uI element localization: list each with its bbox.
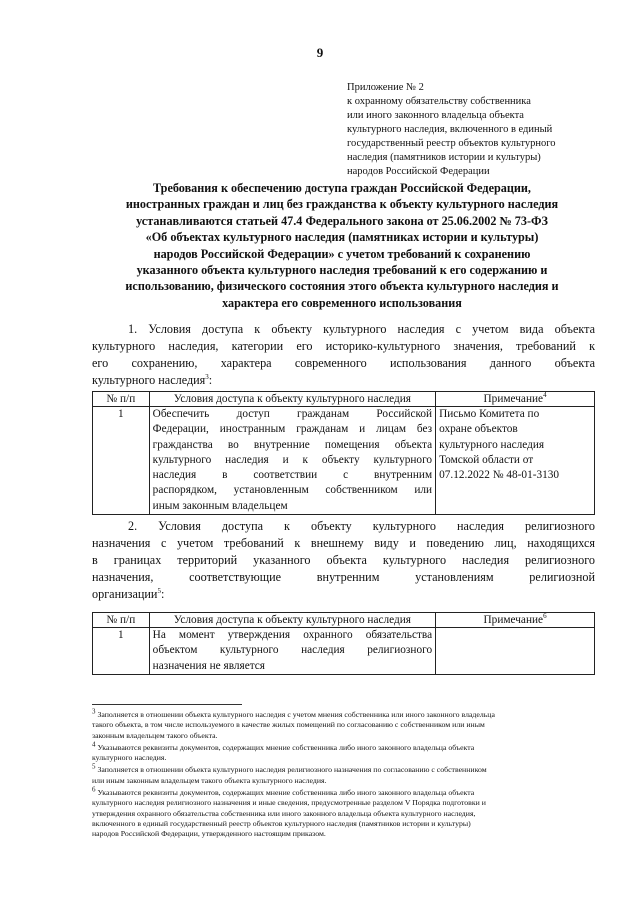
header-note: Примечание$^6$ <box>436 613 595 628</box>
title-line: устанавливаются статьей 47.4 Федерального закона от 25.06.2002 № 73-ФЗ <box>136 213 548 228</box>
footnote-4: $^4$ Указываются реквизиты документов, содержащих мнение собственника либо иного законного владельца объекта <box>92 740 475 752</box>
appendix-line: государственный реестр объектов культурного <box>347 138 556 149</box>
appendix-line: наследия (памятников истории и культуры) <box>347 152 541 163</box>
title-line: иностранных граждан и лиц без гражданства к объекту культурного наследия <box>125 197 559 212</box>
appendix-note <box>347 81 607 179</box>
footnote-line: культурного наследия религиозного назначения и иные сведения, предусмотренные разделом V Порядка подготовки и <box>92 798 486 808</box>
footnote-line: включенного в единый государственный реестр объектов культурного наследия (памятников истории и культуры) <box>92 818 471 828</box>
header-conditions: Условия доступа к объекту культурного наследия <box>149 392 435 407</box>
header-number: № п/п <box>93 392 150 407</box>
row-number: 1 <box>93 628 150 675</box>
section-2-line: назначения, соответствующие внутренним установлениям религиозной <box>92 570 595 584</box>
footnote-ref[interactable]: 3 <box>205 372 209 381</box>
row-conditions: Обеспечить доступ гражданам Российской Федерации, иностранным гражданам и лицам без гражданства во внутренние помещения объекта культурного наследия и к объекту культурного наследия в соответствии с внутренним распорядком, установленным собственником или иным законным владельцем <box>149 407 435 515</box>
title-line: народов Российской Федерации» с учетом требований к сохранению <box>153 246 531 261</box>
header-note: Примечание$^4$ <box>436 392 595 407</box>
header-number: № п/п <box>93 613 150 628</box>
appendix-line: Приложение № 2 <box>347 82 424 93</box>
footnote-ref[interactable]: 5 <box>157 586 161 595</box>
section-2-line: назначения с учетом требований к внешнему виду и поведению лиц, находящихся <box>92 536 595 550</box>
footnote-3: $^3$ Заполняется в отношении объекта культурного наследия с учетом мнения собственника или иного законного владельца <box>92 707 495 719</box>
section-1-paragraph <box>92 321 595 389</box>
section-2-line: организации$^5$: <box>92 586 165 601</box>
appendix-line: культурного наследия, включенного в единый <box>347 124 553 135</box>
access-conditions-table <box>92 391 595 515</box>
document-title <box>92 180 592 311</box>
religious-access-table <box>92 612 595 675</box>
footnote-line: или иным законным владельцем такого объекта культурного наследия. <box>92 775 327 785</box>
footnote-line: культурного наследия. <box>92 753 167 763</box>
section-1-line: культурного наследия, категории его историко-культурного значения, требований к <box>92 339 595 353</box>
footnote-ref[interactable]: 4 <box>543 391 547 400</box>
footnote-6: $^6$ Указываются реквизиты документов, содержащих мнение собственника либо иного законного владельца объекта <box>92 785 475 798</box>
title-line: характера его современного использования <box>222 295 462 310</box>
table-row <box>93 407 595 515</box>
footnote-separator <box>92 704 242 705</box>
footnote-line: законным владельцем такого объекта. <box>92 730 218 740</box>
row-note <box>436 628 595 675</box>
table-row <box>93 628 595 675</box>
header-conditions: Условия доступа к объекту культурного наследия <box>149 613 435 628</box>
table-header-row <box>93 613 595 628</box>
section-2-line: в границах территорий указанного объекта культурного наследия религиозного <box>92 553 595 567</box>
section-1-line: его сохранению, характера современного использования данного объекта <box>92 356 595 370</box>
footnote-5: $^5$ Заполняется в отношении объекта культурного наследия религиозного назначения по согласованию с собственником <box>92 762 487 775</box>
section-2-line: 2. Условия доступа к объекту культурного наследия религиозного <box>128 519 595 533</box>
appendix-line: народов Российской Федерации <box>347 166 490 177</box>
footnote-line: народов Российской Федерации, утвержденного настоящим приказом. <box>92 829 326 839</box>
title-line: «Об объектах культурного наследия (памятниках истории и культуры) <box>145 230 539 245</box>
row-note: Письмо Комитета по охране объектов культурного наследия Томской области от 07.12.2022 № 48-01-3130 <box>436 407 595 515</box>
appendix-line: к охранному обязательству собственника <box>347 96 531 107</box>
row-conditions: На момент утверждения охранного обязательства объектом культурного наследия религиозного назначения не является <box>149 628 435 675</box>
section-1-line: 1. Условия доступа к объекту культурного наследия с учетом вида объекта <box>128 322 595 336</box>
title-line: Требования к обеспечению доступа граждан Российской Федерации, <box>153 181 531 195</box>
row-number: 1 <box>93 407 150 515</box>
footnote-ref[interactable]: 6 <box>543 612 547 621</box>
section-2-paragraph <box>92 518 595 603</box>
footnotes <box>92 707 597 840</box>
title-line: использованию, физического состояния этого объекта культурного наследия и <box>125 279 559 294</box>
appendix-line: или иного законного владельца объекта <box>347 110 524 121</box>
footnote-line: такого объекта, в том числе используемого в качестве жилых помещений по согласованию с собственником или иным <box>92 720 485 730</box>
section-1-line: культурного наследия$^3$: <box>92 372 213 387</box>
table-header-row <box>93 392 595 407</box>
footnote-line: утверждения охранного обязательства собственника или иного законного владельца объекта культурного наследия, <box>92 808 476 818</box>
page-number: 9 <box>316 45 324 60</box>
title-line: указанного объекта культурного наследия требований к его содержанию и <box>136 263 548 278</box>
